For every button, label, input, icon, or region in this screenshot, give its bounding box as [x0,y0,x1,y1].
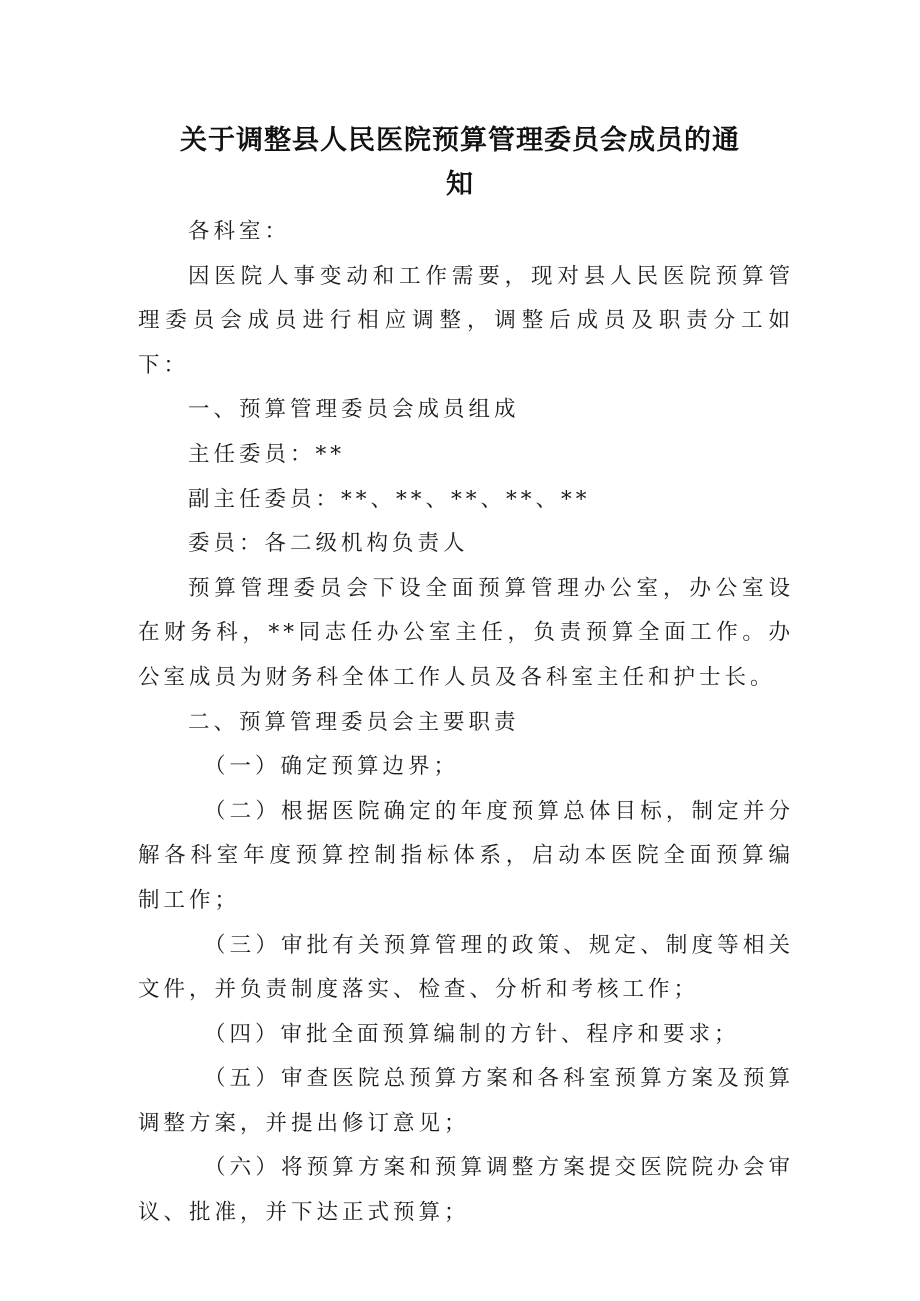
section-2-heading: 二、预算管理委员会主要职责 [188,709,520,735]
duty-item: （一）确定预算边界； [204,754,460,780]
document-title-line-1: 关于调整县人民医院预算管理委员会成员的通 [180,125,740,156]
duty-item: （五）审查医院总预算方案和各科室预算方案及预算调整方案，并提出修订意见； [138,1066,794,1136]
section-1-heading: 一、预算管理委员会成员组成 [188,397,520,423]
duty-item: （四）审批全面预算编制的方针、程序和要求； [204,1021,740,1047]
deputy-directors-line: 副主任委员：**、**、**、**、** [188,486,591,512]
director-line: 主任委员：** [188,441,346,467]
duty-item: （三）审批有关预算管理的政策、规定、制度等相关文件，并负责制度落实、检查、分析和考核工作； [138,932,794,1003]
office-paragraph: 预算管理委员会下设全面预算管理办公室，办公室设在财务科，**同志任办公室主任，负责预算全面工作。办公室成员为财务科全体工作人员及各科室主任和护士长。 [138,575,794,690]
members-line: 委员：各二级机构负责人 [188,531,469,557]
duty-item: （六）将预算方案和预算调整方案提交医院院办会审议、批准，并下达正式预算； [138,1155,794,1226]
document-body [138,210,794,1236]
duty-item: （二）根据医院确定的年度预算总体目标，制定并分解各科室年度预算控制指标体系，启动本医院全面预算编制工作； [138,798,794,913]
intro-paragraph: 因医院人事变动和工作需要，现对县人民医院预算管理委员会成员进行相应调整，调整后成员及职责分工如下： [138,263,794,378]
document-title-line-2: 知 [446,169,474,200]
salutation: 各科室： [188,219,291,244]
